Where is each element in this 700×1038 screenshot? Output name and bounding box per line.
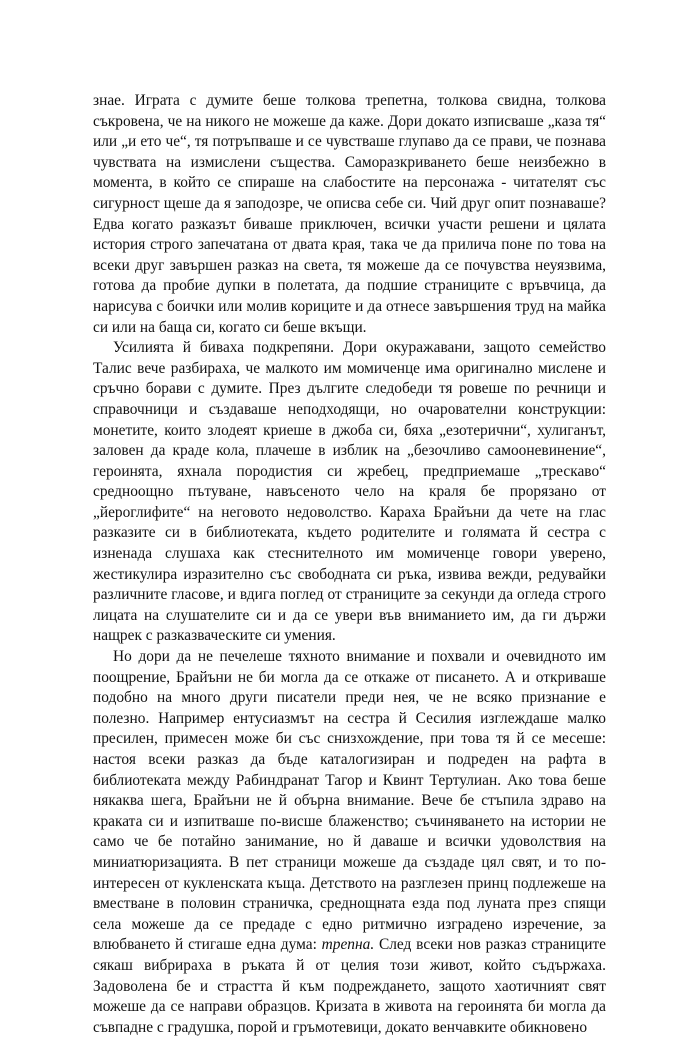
paragraph-2: Усилията й биваха подкрепяни. Дори окуражавани, защото семейство Талис вече разбираха, че малкото им момиченце има оригинално мислене и сръчно борави с думите. През дългите следобеди тя ровеше по речници и справочници и създаваше неподходящи, но очарователни конструкции: монетите, които злодеят криеше в джоба си, бяха „езотерични“, хулиганът, заловен да краде кола, плачеше в изблик на „безочливо самооневинение“, героинята, яхнала породистия си жребец, предприемаше „трескаво“ средноощно пътуване, навъсеното чело на краля бе прорязано от „йероглифите“ на неговото недоволство. Караха Брайъни да чете на глас разказите си в библиотеката, където родителите и голямата й сестра с изненада слушаха как стеснителното им момиченце говори уверено, жестикулира изразително със свободната си ръка, извива вежди, редувайки различните гласове, и вдига поглед от страниците за секунди да огледа строго лицата на слушателите си и да се увери във вниманието им, да ги държи нащрек с разказваческите си умения. <box>93 339 606 645</box>
paragraph-3 <box>93 647 606 1038</box>
book-page <box>93 91 606 1038</box>
paragraph-3-italic-word: трепна. <box>321 936 375 954</box>
paragraph-3-text-end: След всеки нов разказ страниците сякаш вибрираха в ръката й от целия този живот, който съдържаха. Задоволена бе и страстта й към подреждането, защото хаотичният свят можеше да се направи образцов. Кризата в живота на героинята би могла да съвпадне с градушка, порой и гръмотевици, докато венчавките обикновено <box>93 936 606 1036</box>
paragraph-3-text-start: Но дори да не печелеше тяхното внимание и похвали и очевидното им поощрение, Брайъни не би могла да се откаже от писането. А и откриваше подобно на много други писатели преди нея, че не всяко признание е полезно. Например ентусиазмът на сестра й Сесилия изглеждаше малко пресилен, примесен може би със снизхождение, при това тя й се месеше: настоя всеки разказ да бъде каталогизиран и подреден на рафта в библиотеката между Рабиндранат Тагор и Квинт Тертулиан. Ако това беше някаква шега, Брайъни не й обърна внимание. Вече бе стъпила здраво на краката си и изпитваше по-висше блаженство; съчиняването на истории не само че бе потайно занимание, но й даваше и всички удоволствия на миниатюризацията. В пет страници можеше да създаде цял свят, и то по-интересен от кукленската къща. Детството на разглезен принц подлежеше на вместване в половин страничка, среднощната езда под луната през спящи села можеше да се предаде с едно ритмично изградено изречение, за влюбването й стигаше една дума: <box>93 648 606 954</box>
paragraph-1: знае. Играта с думите беше толкова трепетна, толкова свидна, толкова съкровена, че на никого не можеше да каже. Дори докато изписваше „каза тя“ или „и ето че“, тя потръпваше и се чувстваше глупаво да се прави, че познава чувствата на измислени същества. Саморазкриването беше неизбежно в момента, в който се спираше на слабостите на персонажа - читателят със сигурност щеше да я заподозре, че описва себе си. Чий друг опит познаваше? Едва когато разказът биваше приключен, всички участи решени и цялата история строго запечатана от двата края, така че да прилича поне по това на всеки друг завършен разказ на света, тя можеше да се почувства неуязвима, готова да пробие дупки в полетата, да подшие страниците с връвчица, да нарисува с боички или молив кориците и да отнесе завършения труд на майка си или на баща си, когато си беше вкъщи. <box>93 92 606 336</box>
